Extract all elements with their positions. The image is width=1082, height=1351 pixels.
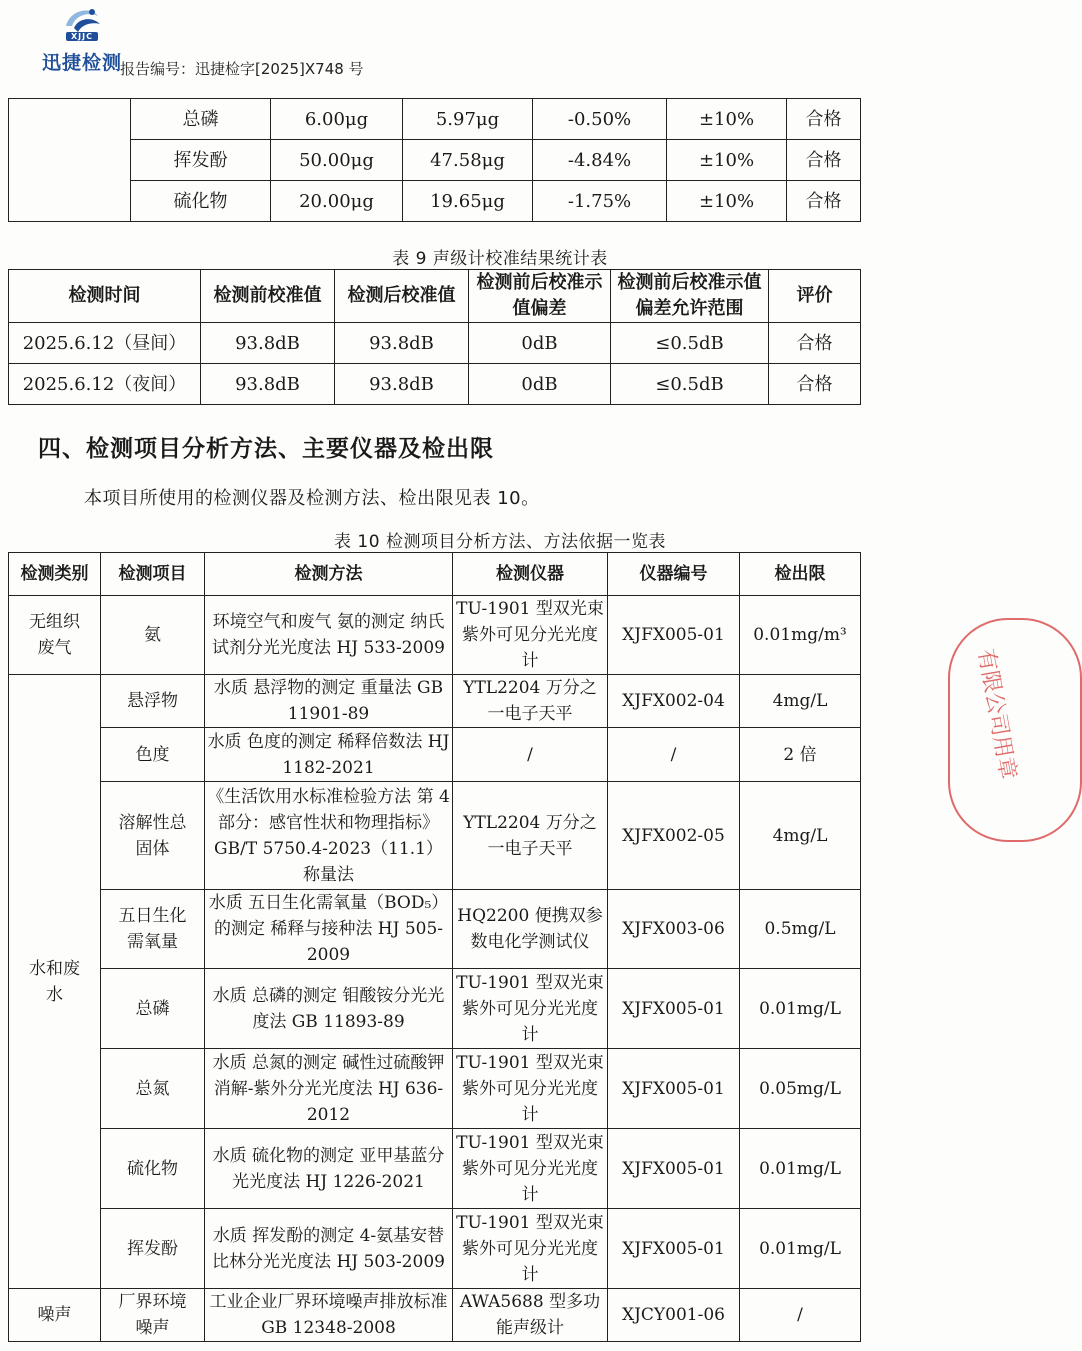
table-cell: XJFX003-06 bbox=[608, 890, 740, 969]
table-cell: 93.8dB bbox=[201, 323, 335, 364]
table-cell: 0.01mg/m³ bbox=[740, 596, 861, 675]
table-cell: 19.65μg bbox=[403, 181, 533, 222]
table-cell: 0.01mg/L bbox=[740, 969, 861, 1049]
table-row bbox=[9, 969, 861, 1049]
table-row bbox=[9, 140, 861, 181]
table-row bbox=[9, 675, 861, 728]
table-header-cell: 检测类别 bbox=[9, 553, 101, 596]
company-logo bbox=[38, 4, 126, 80]
table-cell: TU-1901 型双光束紫外可见分光光度计 bbox=[453, 1129, 608, 1209]
table-cell: TU-1901 型双光束紫外可见分光光度计 bbox=[453, 1049, 608, 1129]
table-10-caption: 表 10 检测项目分析方法、方法依据一览表 bbox=[334, 532, 666, 552]
table-row bbox=[9, 1129, 861, 1209]
table-cell: ≤0.5dB bbox=[611, 364, 769, 405]
table-cell: 0.5mg/L bbox=[740, 890, 861, 969]
table-cell: 总磷 bbox=[101, 969, 205, 1049]
table-row bbox=[9, 782, 861, 890]
table-cell: 4mg/L bbox=[740, 675, 861, 728]
logo-name: 迅捷检测 bbox=[41, 52, 122, 74]
table-header-cell: 检测前后校准示值偏差 bbox=[469, 270, 611, 323]
table-cell: 工业企业厂界环境噪声排放标准 GB 12348-2008 bbox=[205, 1289, 453, 1342]
table-cell: 厂界环境噪声 bbox=[101, 1289, 205, 1342]
table-header-cell: 检出限 bbox=[740, 553, 861, 596]
table-row bbox=[9, 323, 861, 364]
table-header-cell: 检测前后校准示值偏差允许范围 bbox=[611, 270, 769, 323]
table-cell: 水质 挥发酚的测定 4-氨基安替比林分光光度法 HJ 503-2009 bbox=[205, 1209, 453, 1289]
table-header-cell: 检测项目 bbox=[101, 553, 205, 596]
table-cell: XJFX002-04 bbox=[608, 675, 740, 728]
table-cell: XJFX002-05 bbox=[608, 782, 740, 890]
table-cell: 93.8dB bbox=[335, 364, 469, 405]
table-cell: ±10% bbox=[667, 140, 787, 181]
logo-abbr: XJJC bbox=[38, 32, 126, 41]
table-cell: / bbox=[453, 728, 608, 782]
table-header-cell: 检测时间 bbox=[9, 270, 201, 323]
table-cell: 4mg/L bbox=[740, 782, 861, 890]
table-cell: 悬浮物 bbox=[101, 675, 205, 728]
table-cell: 0dB bbox=[469, 364, 611, 405]
table-cell: HQ2200 便携双参数电化学测试仪 bbox=[453, 890, 608, 969]
table-cell: ≤0.5dB bbox=[611, 323, 769, 364]
table-cell: -1.75% bbox=[533, 181, 667, 222]
table-9-caption: 表 9 声级计校准结果统计表 bbox=[392, 249, 608, 269]
table-header-cell: 检测后校准值 bbox=[335, 270, 469, 323]
table-cell: 0.05mg/L bbox=[740, 1049, 861, 1129]
table-cell: TU-1901 型双光束紫外可见分光光度计 bbox=[453, 596, 608, 675]
table-cell: YTL2204 万分之一电子天平 bbox=[453, 782, 608, 890]
table-header-cell: 评价 bbox=[769, 270, 861, 323]
table-cell: 2025.6.12（夜间） bbox=[9, 364, 201, 405]
section-paragraph: 本项目所使用的检测仪器及检测方法、检出限见表 10。 bbox=[84, 488, 540, 509]
section-title: 四、检测项目分析方法、主要仪器及检出限 bbox=[38, 436, 494, 462]
table-cell: 0.01mg/L bbox=[740, 1209, 861, 1289]
table-row bbox=[9, 890, 861, 969]
table-row bbox=[9, 1289, 861, 1342]
table-cell: 挥发酚 bbox=[131, 140, 271, 181]
table-cell: / bbox=[740, 1289, 861, 1342]
table-cell: 色度 bbox=[101, 728, 205, 782]
table-cell: ±10% bbox=[667, 99, 787, 140]
table-header-cell: 检测前校准值 bbox=[201, 270, 335, 323]
table-cell: XJFX005-01 bbox=[608, 1209, 740, 1289]
category-cell: 水和废水 bbox=[9, 675, 101, 1289]
table-row bbox=[9, 181, 861, 222]
table-cell: 《生活饮用水标准检验方法 第 4 部分：感官性状和物理指标》GB/T 5750.4-2023（11.1）称量法 bbox=[205, 782, 453, 890]
seal-text: 有限公司用章 bbox=[972, 647, 1021, 782]
table-cell: 93.8dB bbox=[201, 364, 335, 405]
table-cell: YTL2204 万分之一电子天平 bbox=[453, 675, 608, 728]
table-cell: 总磷 bbox=[131, 99, 271, 140]
table-cell: 合格 bbox=[769, 323, 861, 364]
table-cell: / bbox=[608, 728, 740, 782]
table-cell: 合格 bbox=[769, 364, 861, 405]
table-cell: 水质 色度的测定 稀释倍数法 HJ 1182-2021 bbox=[205, 728, 453, 782]
table-cell: XJFX005-01 bbox=[608, 1049, 740, 1129]
table-cell: TU-1901 型双光束紫外可见分光光度计 bbox=[453, 969, 608, 1049]
table-cell: 2025.6.12（昼间） bbox=[9, 323, 201, 364]
table-cell: XJFX005-01 bbox=[608, 1129, 740, 1209]
category-cell: 噪声 bbox=[9, 1289, 101, 1342]
table-cell: AWA5688 型多功能声级计 bbox=[453, 1289, 608, 1342]
table-header-cell: 检测仪器 bbox=[453, 553, 608, 596]
table-cell: 47.58μg bbox=[403, 140, 533, 181]
table-header-cell: 仪器编号 bbox=[608, 553, 740, 596]
table-cell: 氨 bbox=[101, 596, 205, 675]
table-cell: 合格 bbox=[787, 99, 861, 140]
table-cell: XJFX005-01 bbox=[608, 596, 740, 675]
table-cell: 硫化物 bbox=[101, 1129, 205, 1209]
table-cell: 水质 悬浮物的测定 重量法 GB 11901-89 bbox=[205, 675, 453, 728]
table-cell: XJFX005-01 bbox=[608, 969, 740, 1049]
table-header-cell: 检测方法 bbox=[205, 553, 453, 596]
table-cell: TU-1901 型双光束紫外可见分光光度计 bbox=[453, 1209, 608, 1289]
table-row bbox=[9, 99, 861, 140]
category-cell: 无组织废气 bbox=[9, 596, 101, 675]
table-cell: 五日生化需氧量 bbox=[101, 890, 205, 969]
table-cell: 水质 总氮的测定 碱性过硫酸钾消解-紫外分光光度法 HJ 636-2012 bbox=[205, 1049, 453, 1129]
report-number: 报告编号：迅捷检字[2025]X748 号 bbox=[120, 60, 364, 78]
table-cell: 环境空气和废气 氨的测定 纳氏试剂分光光度法 HJ 533-2009 bbox=[205, 596, 453, 675]
table-8-continuation bbox=[8, 98, 861, 222]
table-row bbox=[9, 1049, 861, 1129]
table-cell: 水质 硫化物的测定 亚甲基蓝分光光度法 HJ 1226-2021 bbox=[205, 1129, 453, 1209]
table-cell: 2 倍 bbox=[740, 728, 861, 782]
table-cell: 总氮 bbox=[101, 1049, 205, 1129]
table-cell: -0.50% bbox=[533, 99, 667, 140]
table-cell: 硫化物 bbox=[131, 181, 271, 222]
table-cell: 水质 总磷的测定 钼酸铵分光光度法 GB 11893-89 bbox=[205, 969, 453, 1049]
table-cell: 50.00μg bbox=[271, 140, 403, 181]
table-cell: 水质 五日生化需氧量（BOD₅）的测定 稀释与接种法 HJ 505-2009 bbox=[205, 890, 453, 969]
table-cell: 93.8dB bbox=[335, 323, 469, 364]
table-cell: 合格 bbox=[787, 181, 861, 222]
table-cell: 合格 bbox=[787, 140, 861, 181]
table-cell: 6.00μg bbox=[271, 99, 403, 140]
table-cell: 溶解性总固体 bbox=[101, 782, 205, 890]
table-row bbox=[9, 596, 861, 675]
table-cell: XJCY001-06 bbox=[608, 1289, 740, 1342]
table-cell: ±10% bbox=[667, 181, 787, 222]
table-row bbox=[9, 728, 861, 782]
table-cell: -4.84% bbox=[533, 140, 667, 181]
table-cell: 0dB bbox=[469, 323, 611, 364]
table-cell: 0.01mg/L bbox=[740, 1129, 861, 1209]
table-cell: 20.00μg bbox=[271, 181, 403, 222]
company-seal bbox=[948, 618, 1082, 842]
table-cell: 挥发酚 bbox=[101, 1209, 205, 1289]
table-8-blank-cell bbox=[9, 99, 131, 222]
table-cell: 5.97μg bbox=[403, 99, 533, 140]
table-row bbox=[9, 1209, 861, 1289]
table-row bbox=[9, 364, 861, 405]
table-9-sound-calibration bbox=[8, 269, 861, 405]
table-10-methods bbox=[8, 552, 861, 1342]
